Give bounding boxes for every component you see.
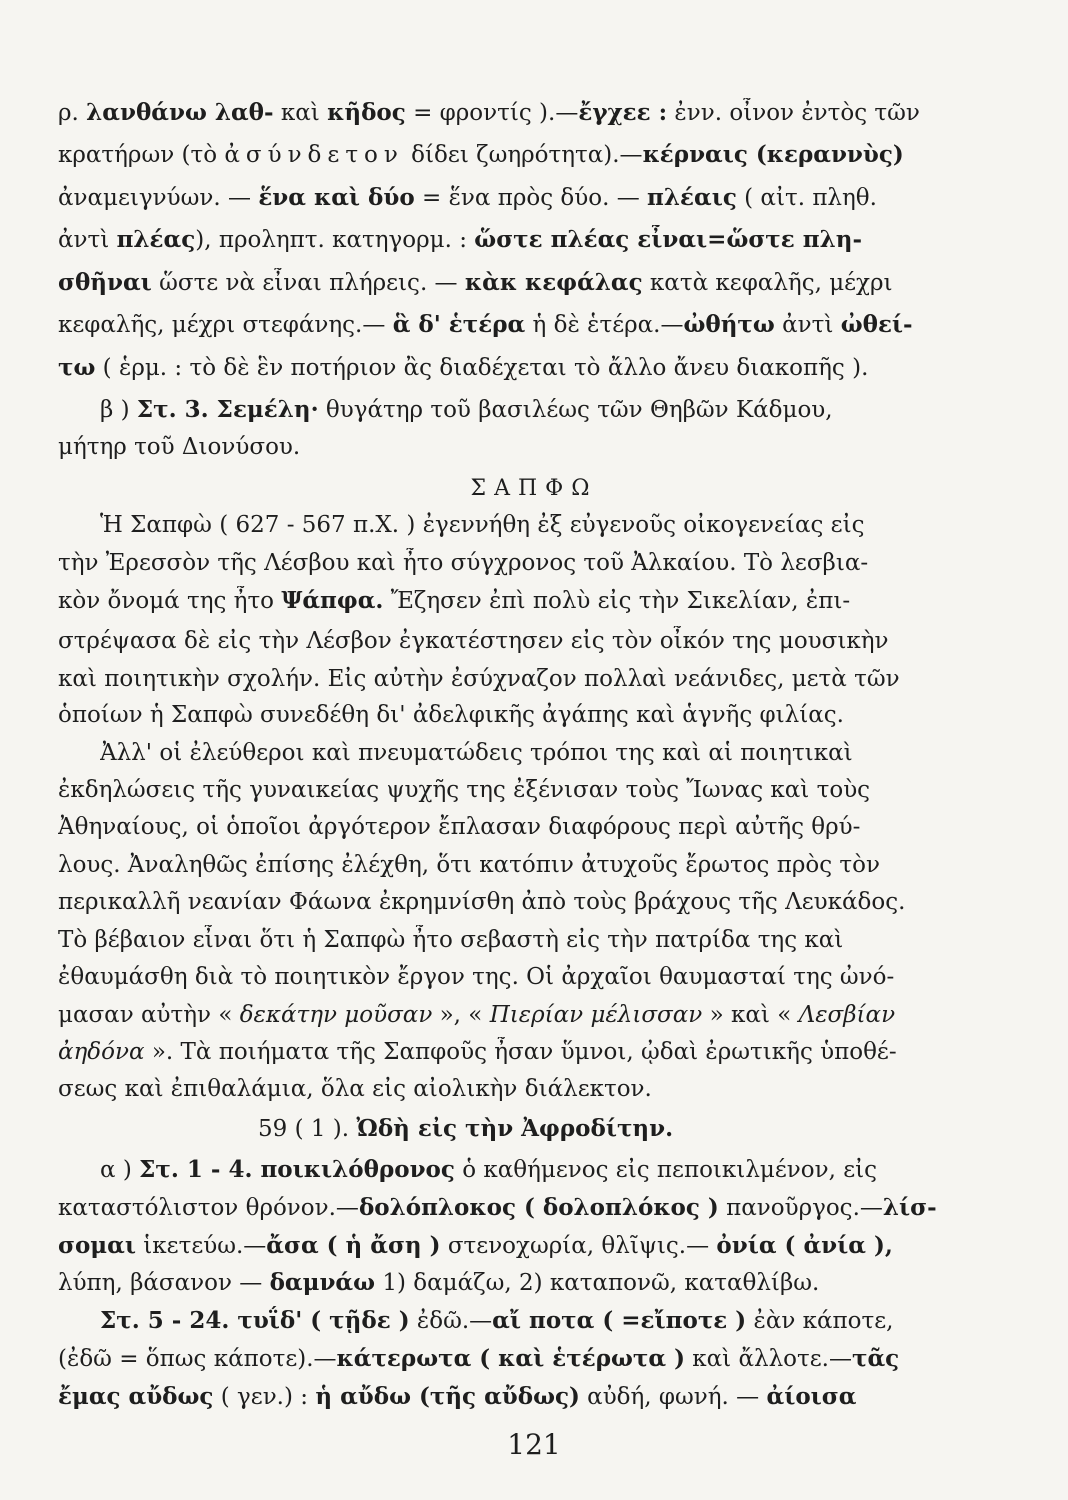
text-segment: ἃ δ' ἑτέρα [392,311,526,338]
text-line [58,962,938,992]
text-segment: θυγάτηρ τοῦ βασιλέως τῶν Θηβῶν Κάδμου, [318,397,833,423]
text-segment: ἡ αὔδω (τῆς αὔδως) [315,1383,580,1410]
text-segment: Στ. 1 - 4. ποικιλόθρονος [139,1156,455,1183]
text-segment: Ἔζησεν ἐπὶ πολὺ εἰς τὴν Σικελίαν, ἐπι- [383,588,851,614]
text-segment: = φροντίς ).— [405,100,579,126]
text-segment: ( ἑρμ. : τὸ δὲ ἓν ποτήριον ἂς διαδέχεται τὸ ἄλλο ἄνευ διακοπῆς ). [95,355,869,381]
text-segment: Ψάπφα. [281,587,384,614]
text-segment: ὠθήτω [683,311,775,338]
text-segment: ὥστε πλέας εἶναι=ὥστε πλη- [474,226,862,253]
text-segment: στενοχωρία, θλῖψις.— [440,1233,717,1259]
text-segment: 59 ( 1 ). [258,1116,357,1142]
text-segment: κρατήρων (τὸ [58,142,225,168]
text-line [58,850,938,880]
text-segment: ), προληπτ. κατηγορμ. : [195,227,475,253]
text-segment: λανθάνω λαθ- [86,99,274,126]
text-segment: ἐνν. οἶνον ἐντὸς τῶν [667,100,920,126]
text-line [58,1268,938,1298]
text-segment: ἀσύνδετον [224,142,404,168]
text-segment: Πιερίαν μέλισσαν [489,1002,703,1028]
text-line [58,1193,938,1223]
text-segment: δίδει ζωηρότητα).— [403,142,643,168]
text-line [100,738,980,768]
text-segment: σθῆναι [58,269,152,296]
page-number: 121 [507,1430,561,1460]
text-segment: ἱκετεύω.— [135,1233,267,1259]
text-segment: Ἡ Σαπφὼ ( 627 - 567 π.Χ. ) ἐγεννήθη ἐξ εὐγενοῦς οἰκογενείας εἰς [100,512,865,538]
text-line [58,225,938,255]
text-segment: β ) [100,397,137,423]
text-line [100,1155,980,1185]
text-segment: καὶ [273,100,328,126]
text-segment: α ) [100,1157,140,1183]
text-segment: Στ. 5 - 24. τυΐδ' ( τῇδε ) [100,1307,410,1334]
text-line [58,1000,938,1030]
text-segment: λους. Ἀναληθῶς ἐπίσης ἐλέχθη, ὅτι κατόπιν ἀτυχοῦς ἔρωτος πρὸς τὸν [58,852,880,878]
text-segment: ἕνα καὶ δύο [258,184,415,211]
text-segment: δολόπλοκος ( δολοπλόκος ) [358,1194,719,1221]
text-segment: ἀίοισα [766,1383,857,1410]
text-segment: κέρναις (κεραννὺς) [642,141,904,168]
text-line [58,432,938,462]
text-segment: κῆδος [327,99,406,126]
text-segment: αἴ ποτα ( =εἴποτε ) [492,1307,747,1334]
text-segment: πανοῦργος.— [718,1195,883,1221]
text-segment: τὴν Ἐρεσσὸν τῆς Λέσβου καὶ ἦτο σύγχρονος τοῦ Ἀλκαίου. Τὸ λεσβια- [58,550,869,576]
text-line [58,1037,938,1067]
text-line [100,1306,980,1336]
text-line [100,510,980,540]
text-segment: πλέαις [647,184,737,211]
text-segment: ὁ καθήμενος εἰς πεποικιλμένον, εἰς [454,1157,878,1183]
text-segment: καὶ ποιητικὴν σχολήν. Εἰς αὐτὴν ἐσύχναζον πολλαὶ νεάνιδες, μετὰ τῶν [58,666,900,692]
text-segment: ὠθεί- [840,311,913,338]
text-segment: = ἕνα πρὸς δύο. — [414,185,648,211]
text-segment: δεκάτην μοῦσαν [239,1002,433,1028]
text-segment: ἀντὶ [58,227,117,253]
text-segment: ἔγχεε : [578,99,668,126]
text-segment: », « [432,1002,490,1028]
text-segment: Τὸ βέβαιον εἶναι ὅτι ἡ Σαπφὼ ἦτο σεβαστὴ εἰς τὴν πατρίδα της καὶ [58,927,844,953]
text-line [58,1074,938,1104]
text-segment: δαμνάω [269,1269,376,1296]
text-segment: τω [58,354,96,381]
text-segment: ρ. [58,100,87,126]
text-segment: ἐθαυμάσθη διὰ τὸ ποιητικὸν ἔργον της. Οἱ ἀρχαῖοι θαυμασταί της ὠνό- [58,964,895,990]
text-line [58,775,938,805]
text-line [58,925,938,955]
text-segment: καὶ ἄλλοτε.— [684,1346,852,1372]
text-segment: ( αἰτ. πληθ. [736,185,877,211]
text-segment: ὀνία ( ἀνία ), [716,1232,893,1259]
text-segment: κάτερωτα ( καὶ ἑτέρωτα ) [336,1345,685,1372]
text-segment: Λεσβίαν [798,1002,896,1028]
text-segment: κὰκ κεφάλας [464,269,643,296]
text-segment: ἐδῶ.— [409,1308,493,1334]
text-segment: κὸν ὄνομά της ἦτο [58,588,282,614]
text-segment: ἐκδηλώσεις τῆς γυναικείας ψυχῆς της ἐξένισαν τοὺς Ἴωνας καὶ τοὺς [58,777,871,803]
text-segment: Ἀλλ' οἱ ἐλεύθεροι καὶ πνευματώδεις τρόποι της καὶ αἱ ποιητικαὶ [100,740,853,766]
text-segment: ἐὰν κάποτε, [746,1308,894,1334]
text-line [58,1231,938,1261]
text-line [58,183,938,213]
text-segment: Ἀθηναίους, οἱ ὁποῖοι ἀργότερον ἔπλασαν διαφόρους περὶ αὐτῆς θρύ- [58,814,861,840]
text-segment: κεφαλῆς, μέχρι στεφάνης.— [58,312,393,338]
text-segment: Στ. 3. Σεμέλη· [136,396,319,423]
text-segment: Ὠδὴ εἰς τὴν Ἀφροδίτην. [356,1115,674,1142]
text-line [58,700,938,730]
text-line [58,586,938,616]
text-line [58,664,938,694]
text-segment: ὁποίων ἡ Σαπφὼ συνεδέθη δι' ἀδελφικῆς ἀγάπης καὶ ἁγνῆς φιλίας. [58,702,844,728]
text-line [58,887,938,917]
text-segment: ». Τὰ ποιήματα τῆς Σαπφοῦς ἦσαν ὕμνοι, ᾠδαὶ ἐρωτικῆς ὑποθέ- [144,1039,897,1065]
text-line [58,626,938,656]
text-segment: ὥστε νὰ εἶναι πλήρεις. — [151,270,465,296]
text-segment: ΣΑΠΦΩ [470,476,598,501]
text-segment: τᾶς [851,1345,900,1372]
text-segment: περικαλλῆ νεανίαν Φάωνα ἐκρημνίσθη ἀπὸ τοὺς βράχους τῆς Λευκάδος. [58,889,906,915]
text-segment: (ἐδῶ = ὅπως κάποτε).— [58,1346,337,1372]
text-segment: σεως καὶ ἐπιθαλάμια, ὅλα εἰς αἰολικὴν διάλεκτον. [58,1076,652,1102]
text-line [100,395,980,425]
text-segment: μασαν αὐτὴν « [58,1002,240,1028]
text-segment: ἀηδόνα [58,1039,145,1065]
text-segment: στρέψασα δὲ εἰς τὴν Λέσβον ἐγκατέστησεν εἰς τὸν οἶκόν της μουσικὴν [58,628,889,654]
text-line [58,310,938,340]
text-segment: αὐδή, φωνή. — [579,1384,767,1410]
text-segment: ( γεν.) : [213,1384,316,1410]
text-segment: 1) δαμάζω, 2) καταπονῶ, καταθλίβω. [375,1270,820,1296]
text-line [58,812,938,842]
text-line [58,353,938,383]
text-line [58,548,938,578]
text-segment: σομαι [58,1232,136,1259]
text-segment: καταστόλιστον θρόνον.— [58,1195,359,1221]
text-segment: μήτηρ τοῦ Διονύσου. [58,434,301,460]
section-heading [0,474,1068,504]
text-line [58,1344,938,1374]
text-segment: ἔμας αὔδως [58,1383,214,1410]
text-segment: λύπη, βάσανον — [58,1270,270,1296]
text-segment: πλέας [116,226,196,253]
text-segment: ἀναμειγνύων. — [58,185,259,211]
text-line [58,98,938,128]
text-segment: ἀντὶ [774,312,841,338]
ode-heading [258,1114,1068,1144]
text-line [58,140,938,170]
text-segment: ἡ δὲ ἑτέρα.— [525,312,684,338]
text-line [58,268,938,298]
text-segment: » καὶ « [702,1002,799,1028]
text-line [58,1382,938,1412]
text-segment: λίσ- [882,1194,937,1221]
text-segment: ἄσα ( ἡ ἄση ) [266,1232,441,1259]
text-segment: κατὰ κεφαλῆς, μέχρι [642,270,893,296]
